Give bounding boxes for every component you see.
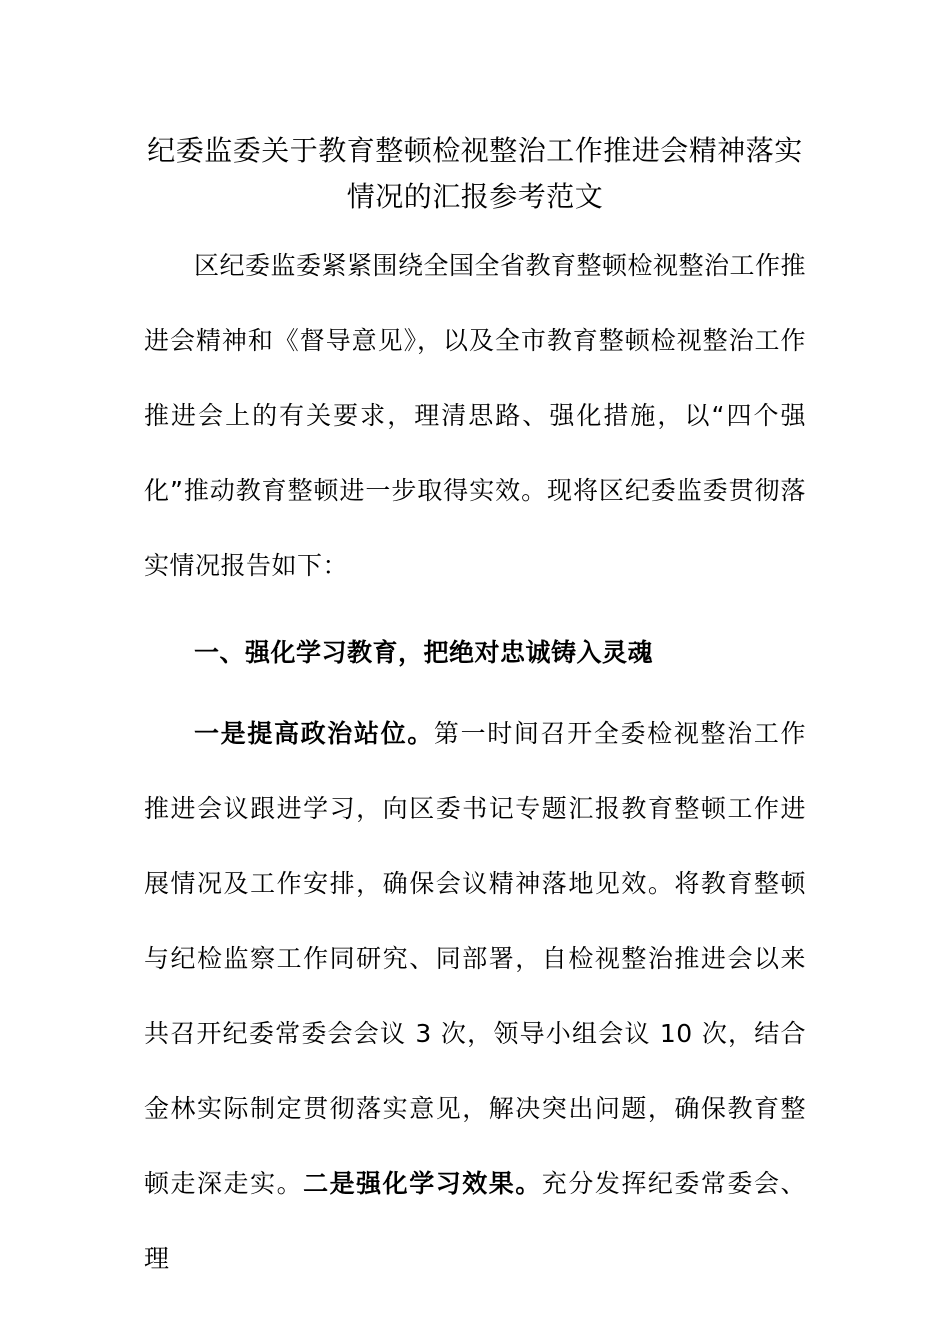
section-paragraph — [144, 696, 806, 1296]
section-heading: 一、强化学习教育，把绝对忠诚铸入灵魂 — [194, 638, 654, 667]
point-lead-1: 一是提高政治站位。 — [194, 719, 434, 748]
point-text-1: 第一时间召开全委检视整治工作推进会议跟进学习，向区委书记专题汇报教育整顿工作进展情况及工作安排，确保会议精神落地见效。将教育整顿与纪检监察工作同研究、同部署，自检视整治推进会以来共召开纪委常委会会议 3 次，领导小组会议 10 次，结合金林实际制定贯彻落实意见，解决突出问题，确保教育整顿走深走实。 — [144, 719, 806, 1198]
point-text-2: 充分发挥纪委常委会、理 — [144, 1169, 806, 1273]
point-lead-2: 二是强化学习效果。 — [303, 1169, 542, 1198]
intro-paragraph: 区纪委监委紧紧围绕全国全省教育整顿检视整治工作推进会精神和《督导意见》，以及全市教育整顿检视整治工作推进会上的有关要求，理清思路、强化措施，以“四个强化”推动教育整顿进一步取得实效。现将区纪委监委贯彻落实情况报告如下： — [144, 251, 807, 580]
document-title: 纪委监委关于教育整顿检视整治工作推进会精神落实情况的汇报参考范文 — [147, 134, 803, 213]
document-body — [144, 128, 806, 1296]
paragraph-gap — [144, 603, 806, 609]
